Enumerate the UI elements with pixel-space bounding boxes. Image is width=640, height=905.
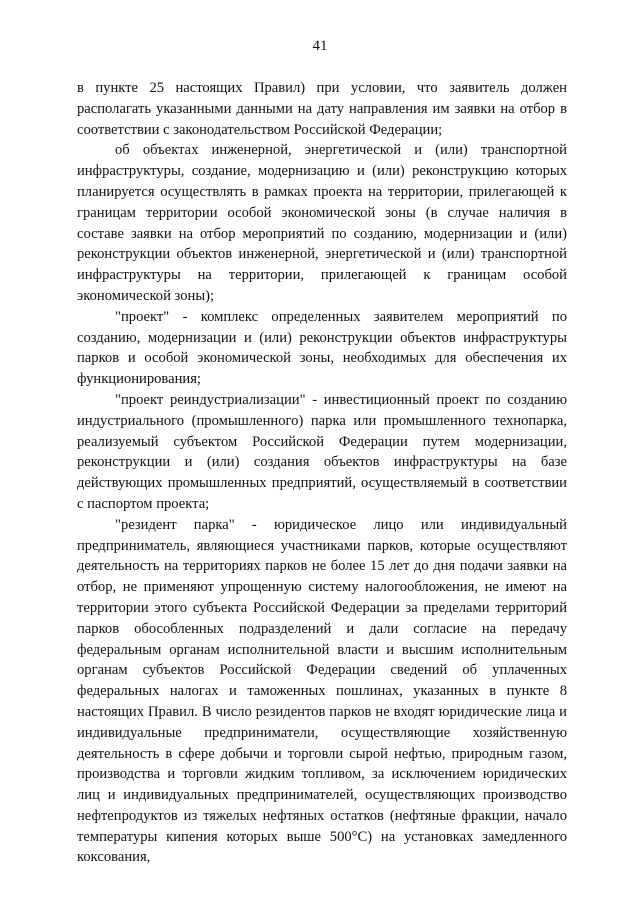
paragraph-project-definition: "проект" - комплекс определенных заявителем мероприятий по созданию, модернизации и (или) реконструкции объектов инфраструктуры парков и особой экономической зоны, необходимых для обеспечения их функционирования; [77,308,567,388]
paragraph-reindustrialization-definition: "проект реиндустриализации" - инвестиционный проект по созданию индустриального (промышленного) парка или промышленного технопарка, реализуемый субъектом Российской Федерации путем модернизации, реконструкции и (или) создания объектов инфраструктуры на базе действующих промышленных предприятий, осуществляемый в соответствии с паспортом проекта; [77,391,567,512]
paragraph-infrastructure-objects: об объектах инженерной, энергетической и (или) транспортной инфраструктуры, создание, модернизацию и (или) реконструкцию которых планируется осуществлять в рамках проекта на территории, прилегающей к границам территории особой экономической зоны (в случае наличия в составе заявки на отбор мероприятий по созданию, модернизации и (или) реконструкции объектов инженерной, энергетической и (или) транспортной инфраструктуры на территории, прилегающей к границам особой экономической зоны); [77,142,567,304]
document-body [77,78,567,868]
paragraph-continuation: в пункте 25 настоящих Правил) при условии, что заявитель должен располагать указанными данными на дату направления им заявки на отбор в соответствии с законодательством Российской Федерации; [77,80,567,138]
page-number: 41 [312,38,328,54]
paragraph-park-resident-definition: "резидент парка" - юридическое лицо или индивидуальный предприниматель, являющиеся участниками парков, которые осуществляют деятельность на территориях парков не более 15 лет до дня подачи заявки на отбор, не применяют упрощенную систему налогообложения, не имеют на территории этого субъекта Российской Федерации за пределами территорий парков обособленных подразделений и дали согласие на передачу федеральным органам исполнительной власти и высшим исполнительным органам субъектов Российской Федерации сведений об уплаченных федеральных налогах и таможенных пошлинах, указанных в пункте 8 настоящих Правил. В число резидентов парков не входят юридические лица и индивидуальные предприниматели, осуществляющие хозяйственную деятельность в сфере добычи и торговли сырой нефтью, природным газом, производства и торговли жидким топливом, за исключением юридических лиц и индивидуальных предпринимателей, осуществляющих производство нефтепродуктов из тяжелых нефтяных остатков (нефтяные фракции, начало температуры кипения которых выше 500°С) на установках замедленного коксования, [77,516,567,866]
